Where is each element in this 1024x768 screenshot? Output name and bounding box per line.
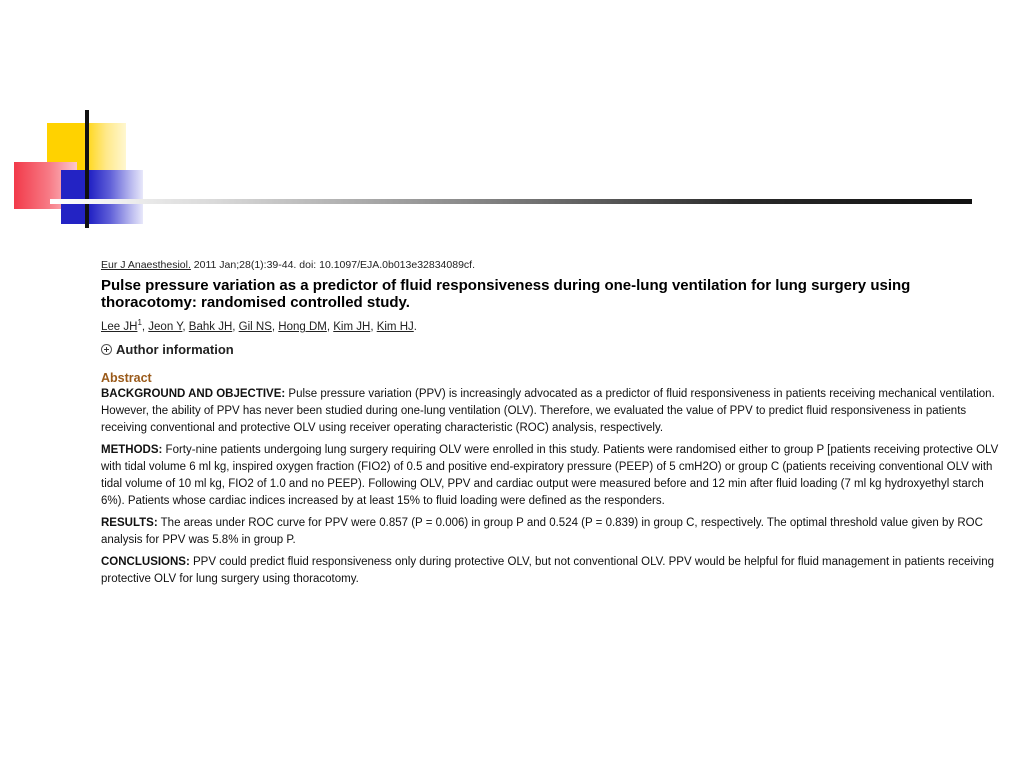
section-label: BACKGROUND AND OBJECTIVE: — [101, 387, 286, 400]
author-link[interactable]: Kim HJ — [376, 320, 414, 333]
author-link[interactable]: Hong DM — [278, 320, 327, 333]
abstract-conclusions — [101, 554, 1001, 588]
citation-details: 2011 Jan;28(1):39-44. doi: 10.1097/EJA.0b013e32834089cf. — [190, 259, 476, 271]
author-affiliation-sup: 1 — [137, 318, 142, 327]
section-text: The areas under ROC curve for PPV were 0.857 (P = 0.006) in group P and 0.524 (P = 0.839) in group C, respectively. The optimal threshold value given by ROC analysis for PPV was 5.8% in group P. — [101, 516, 983, 546]
author-link[interactable]: Kim JH — [333, 320, 371, 333]
section-label: CONCLUSIONS: — [101, 555, 190, 568]
expand-plus-icon[interactable] — [101, 344, 112, 355]
citation-content — [101, 258, 1001, 588]
section-text: Pulse pressure variation (PPV) is increasingly advocated as a predictor of fluid responsiveness in patients receiving mechanical ventilation. However, the ability of PPV has never been studied during one-lung ventilation (OLV). Therefore, we evaluated the value of PPV to predict fluid responsiveness in patients receiving conventional and protective OLV using receiver operating characteristic (ROC) analysis, respectively. — [101, 387, 995, 434]
section-text: PPV could predict fluid responsiveness only during protective OLV, but not conventional OLV. PPV would be helpful for fluid management in patients receiving protective OLV for lung surgery using thoracotomy. — [101, 555, 995, 585]
author-link[interactable]: Lee JH — [101, 320, 138, 333]
decorative-blue-square — [61, 170, 143, 224]
decorative-horizontal-rule — [50, 199, 972, 204]
abstract-heading: Abstract — [101, 370, 152, 385]
section-text: Forty-nine patients undergoing lung surgery requiring OLV were enrolled in this study. Patients were randomised either to group P [patients receiving protective OLV with tidal volume 6 ml kg, inspired oxygen fraction (FIO2) of 0.5 and positive end-expiratory pressure (PEEP) of 5 cmH2O) or group C (patients receiving conventional OLV with tidal volume of 10 ml kg, FIO2 of 1.0 and no PEEP). Following OLV, PPV and cardiac output were measured before and 12 min after fluid loading (7 ml kg hydroxyethyl starch 6%). Patients whose cardiac indices increased by at least 15% to fluid loading were defined as the responders. — [101, 443, 999, 507]
section-label: METHODS: — [101, 443, 163, 456]
author-link[interactable]: Bahk JH — [188, 320, 233, 333]
author-link[interactable]: Jeon Y — [148, 320, 183, 333]
article-title: Pulse pressure variation as a predictor of fluid responsiveness during one-lung ventilation for lung surgery using thoracotomy: randomised controlled study. — [101, 277, 911, 311]
author-list: Lee $JH^1$, Jeon Y, Bahk JH, Gil NS, Hong DM, Kim JH, Kim HJ. — [101, 318, 417, 333]
section-label: RESULTS: — [101, 516, 158, 529]
citation-line — [101, 258, 1001, 272]
decorative-vertical-line — [85, 110, 89, 228]
abstract-methods — [101, 442, 1001, 510]
journal-link[interactable]: Eur J Anaesthesiol. — [101, 259, 191, 271]
author-information-toggle[interactable] — [101, 342, 1001, 358]
abstract-results — [101, 515, 1001, 549]
author-link[interactable]: Gil NS — [238, 320, 272, 333]
abstract-background — [101, 386, 1001, 437]
author-information-label: Author information — [116, 341, 234, 357]
